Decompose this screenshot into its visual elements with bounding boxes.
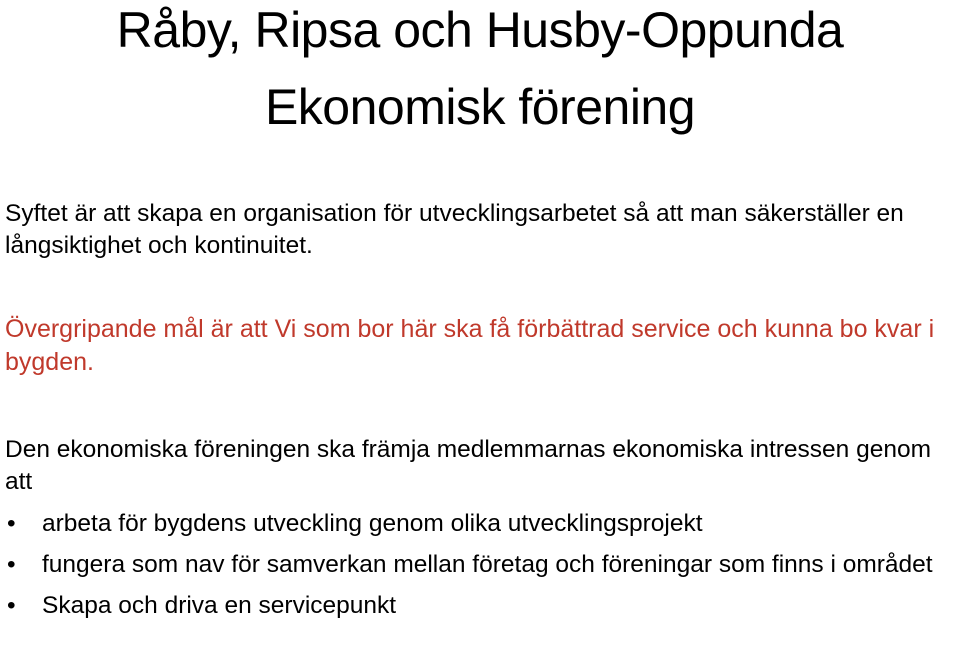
bullet-item	[5, 549, 960, 581]
bullet-item	[5, 508, 960, 540]
goal-paragraph: Övergripande mål är att Vi som bor här ska få förbättrad service och kunna bo kvar i bygden.	[5, 315, 935, 376]
bullet-icon: •	[7, 592, 16, 619]
bullet-list	[5, 508, 960, 631]
page-title: Råby, Ripsa och Husby-Oppunda	[116, 2, 844, 58]
bullet-icon: •	[7, 551, 16, 578]
bullet-item	[5, 590, 960, 622]
bullet-text: arbeta för bygdens utveckling genom olika utvecklingsprojekt	[42, 510, 703, 537]
bullet-text: Skapa och driva en servicepunkt	[42, 592, 397, 619]
association-intro: Den ekonomiska föreningen ska främja medlemmarnas ekonomiska intressen genom att	[5, 436, 931, 495]
purpose-paragraph: Syftet är att skapa en organisation för utvecklingsarbetet så att man säkerställer en långsiktighet och kontinuitet.	[5, 200, 904, 259]
page-subtitle: Ekonomisk förening	[264, 79, 696, 135]
bullet-icon: •	[7, 510, 16, 537]
bullet-text: fungera som nav för samverkan mellan företag och föreningar som finns i området	[42, 551, 933, 578]
